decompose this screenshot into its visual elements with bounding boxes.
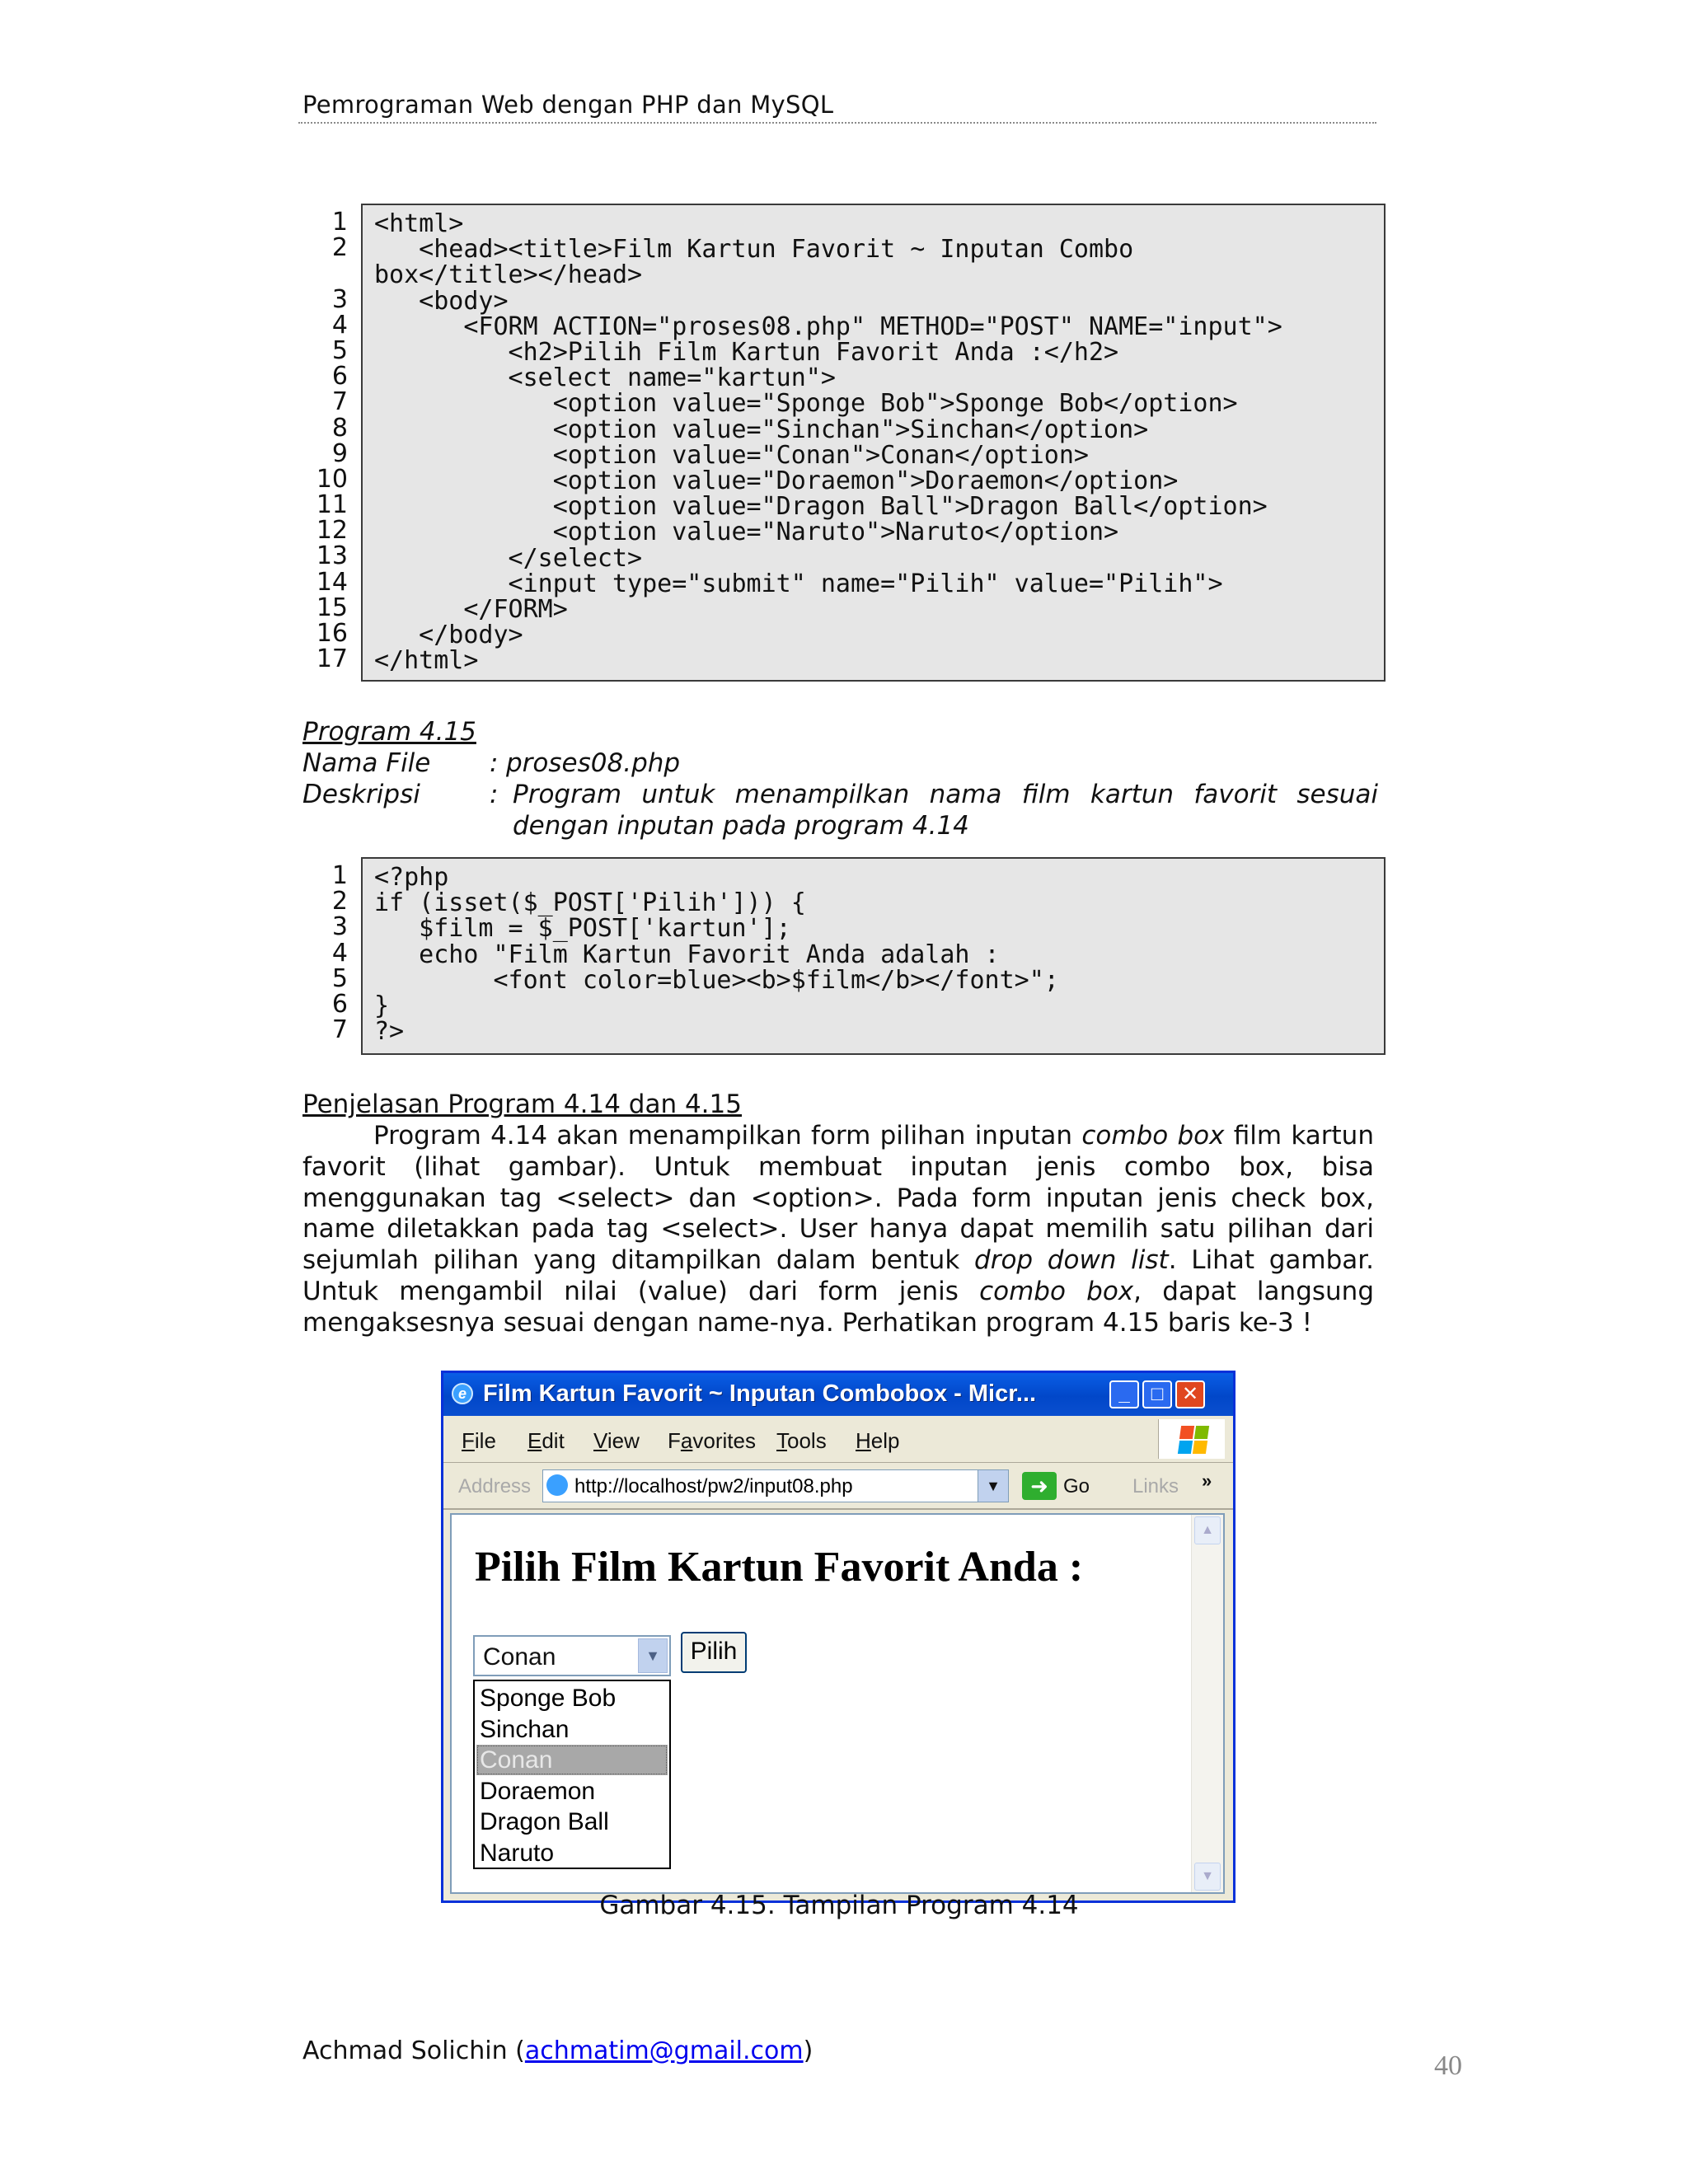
code-line: ?>: [374, 1017, 405, 1047]
close-button[interactable]: ✕: [1175, 1380, 1205, 1408]
line-number: 14: [316, 567, 348, 597]
line-number: 12: [316, 516, 348, 546]
meta-file-colon: :: [490, 748, 499, 778]
title-bar[interactable]: [443, 1373, 1233, 1416]
line-number: 15: [316, 593, 348, 622]
line-number: 5: [331, 963, 348, 993]
menu-favorites[interactable]: Favorites: [668, 1428, 756, 1453]
meta-desc-label: Deskripsi: [302, 780, 420, 809]
code-line: <font color=blue><b>$film</b></font>";: [374, 965, 1059, 995]
meta-file-value: proses08.php: [506, 748, 681, 778]
meta-desc-value: Program untuk menampilkan nama film kartun favorit sesuai dengan inputan pada program 4.14: [513, 780, 1378, 841]
program-title: Program 4.15: [302, 717, 476, 747]
code-line: <option value="Doraemon">Doraemon</option>: [374, 466, 1179, 496]
expl-italic-2: drop down list: [974, 1245, 1169, 1276]
dropdown-option[interactable]: Dragon Ball: [480, 1808, 609, 1835]
address-bar: [443, 1462, 1233, 1510]
page-content: [450, 1513, 1225, 1894]
code-line: echo "Film Kartun Favorit Anda adalah :: [374, 940, 1000, 969]
browser-window: [441, 1371, 1236, 1903]
address-url: http://localhost/pw2/input08.php: [574, 1475, 853, 1497]
line-number: 7: [331, 387, 348, 417]
line-number: 1: [331, 208, 348, 237]
code-line: box</title></head>: [374, 260, 643, 290]
code-line: <?php: [374, 863, 449, 892]
line-number: 10: [316, 464, 348, 494]
code-line: <option value="Conan">Conan</option>: [374, 440, 1089, 470]
windows-logo-icon: [1158, 1419, 1225, 1459]
line-number: 16: [316, 619, 348, 648]
vertical-scrollbar[interactable]: [1191, 1515, 1223, 1892]
code-line: if (isset($_POST['Pilih'])) {: [374, 888, 806, 918]
page-heading: Pilih Film Kartun Favorit Anda :: [475, 1544, 1084, 1591]
expl-italic-3: combo box: [979, 1276, 1134, 1306]
code-line: <option value="Dragon Ball">Dragon Ball</option>: [374, 492, 1268, 522]
ie-icon: e: [452, 1383, 473, 1404]
code-line: }: [374, 991, 390, 1021]
code-line: </select>: [374, 543, 643, 573]
page-number: 40: [1434, 2050, 1462, 2081]
meta-file-row: [302, 748, 1374, 779]
line-number: 7: [331, 1015, 348, 1045]
maximize-button[interactable]: □: [1142, 1380, 1172, 1408]
code-line: <html>: [374, 209, 464, 238]
dropdown-option[interactable]: Conan: [476, 1745, 668, 1775]
page-icon: [546, 1474, 568, 1496]
line-number: 13: [316, 541, 348, 571]
code-line: <option value="Naruto">Naruto</option>: [374, 518, 1119, 547]
line-number: 3: [331, 912, 348, 942]
menu-bar: [443, 1416, 1233, 1463]
explanation-title: Penjelasan Program 4.14 dan 4.15: [302, 1090, 742, 1119]
code-line: </FORM>: [374, 595, 568, 625]
double-chevron-icon[interactable]: »: [1202, 1470, 1212, 1491]
go-arrow-icon[interactable]: ➜: [1022, 1472, 1057, 1500]
code-line: <h2>Pilih Film Kartun Favorit Anda :</h2>: [374, 338, 1119, 368]
code-line: <body>: [374, 286, 509, 316]
line-number: 2: [331, 233, 348, 263]
chevron-down-icon[interactable]: ▼: [978, 1470, 1008, 1502]
expl-text-1: Program 4.14 akan menampilkan form pilihan inputan: [373, 1121, 1082, 1151]
code-line: <FORM ACTION="proses08.php" METHOD="POST" NAME="input">: [374, 312, 1282, 341]
select-current-value: Conan: [483, 1643, 556, 1671]
footer-author: Achmad Solichin (achmatim@gmail.com): [302, 2036, 814, 2065]
code-line: $film = $_POST['kartun'];: [374, 914, 791, 944]
line-number: 2: [331, 887, 348, 916]
dropdown-option[interactable]: Sinchan: [480, 1715, 570, 1743]
code-line: <input type="submit" name="Pilih" value="Pilih">: [374, 569, 1223, 598]
line-number: [305, 260, 348, 286]
code-line: </html>: [374, 646, 479, 676]
meta-desc-row: [302, 779, 1378, 841]
line-number: 6: [331, 362, 348, 391]
line-number: 9: [331, 438, 348, 468]
line-number: 5: [331, 335, 348, 365]
expl-text-3: . Lihat gambar. Untuk mengambil nilai (value) dari form jenis: [302, 1245, 1375, 1306]
go-button-label[interactable]: Go: [1063, 1475, 1090, 1497]
expl-italic-1: combo box: [1081, 1121, 1225, 1151]
address-input[interactable]: [542, 1469, 1009, 1502]
dropdown-option[interactable]: Doraemon: [480, 1777, 596, 1805]
dropdown-list: [473, 1680, 671, 1869]
line-number: 17: [316, 644, 348, 674]
line-number: 6: [331, 989, 348, 1019]
explanation-paragraph: [302, 1121, 1374, 1339]
links-label[interactable]: Links: [1132, 1475, 1179, 1497]
menu-view[interactable]: View: [593, 1428, 640, 1453]
dropdown-option[interactable]: Sponge Bob: [480, 1685, 617, 1712]
running-header: Pemrograman Web dengan PHP dan MySQL: [302, 91, 834, 119]
expl-text-2: film kartun favorit (lihat gambar). Untuk membuat inputan jenis combo box, bisa menggunakan tag <select> dan <option>. Pada form inputan jenis check box, name diletakkan pada tag <select>. User hanya dapat memilih satu pilihan dari sejumlah pilihan yang ditampilkan dalam bentuk: [302, 1121, 1374, 1276]
code-line: <option value="Sponge Bob">Sponge Bob</option>: [374, 389, 1238, 419]
line-number: 1: [331, 861, 348, 890]
meta-desc-colon: :: [490, 780, 499, 809]
pilih-submit-button[interactable]: Pilih: [681, 1632, 747, 1673]
meta-file-label: Nama File: [302, 748, 431, 778]
author-email-link[interactable]: achmatim@gmail.com: [524, 2036, 804, 2065]
address-label: Address: [458, 1475, 532, 1497]
figure-caption: Gambar 4.15. Tampilan Program 4.14: [599, 1891, 1079, 1920]
line-number: 4: [331, 310, 348, 340]
line-number: 3: [331, 284, 348, 314]
kartun-select[interactable]: [473, 1635, 671, 1676]
line-number: 4: [331, 938, 348, 968]
code-box: [361, 857, 1386, 1055]
scroll-up-icon[interactable]: ▲: [1194, 1516, 1221, 1544]
window-title: Film Kartun Favorit ~ Inputan Combobox - Micr...: [483, 1380, 1037, 1407]
scroll-down-icon[interactable]: ▼: [1194, 1863, 1221, 1891]
code-line: <select name="kartun">: [374, 363, 836, 393]
minimize-button[interactable]: _: [1109, 1380, 1139, 1408]
code-line: </body>: [374, 621, 523, 650]
dropdown-option[interactable]: Naruto: [480, 1839, 555, 1867]
line-numbers: [305, 863, 348, 1043]
code-box: [361, 204, 1386, 682]
menu-edit[interactable]: Edit: [528, 1428, 565, 1453]
expl-text-4: , dapat langsung mengaksesnya sesuai dengan name-nya. Perhatikan program 4.15 baris ke-3 !: [302, 1276, 1374, 1338]
menu-tools[interactable]: Tools: [776, 1428, 827, 1453]
menu-file[interactable]: File: [462, 1428, 496, 1453]
line-number: 8: [331, 413, 348, 443]
header-rule: [298, 122, 1376, 124]
menu-help[interactable]: Help: [856, 1428, 900, 1453]
code-line: <head><title>Film Kartun Favorit ~ Inputan Combo: [374, 235, 1134, 265]
line-numbers: [305, 209, 348, 672]
code-line: <option value="Sinchan">Sinchan</option>: [374, 415, 1149, 444]
chevron-down-icon[interactable]: ▼: [638, 1638, 668, 1673]
line-number: 11: [316, 490, 348, 520]
